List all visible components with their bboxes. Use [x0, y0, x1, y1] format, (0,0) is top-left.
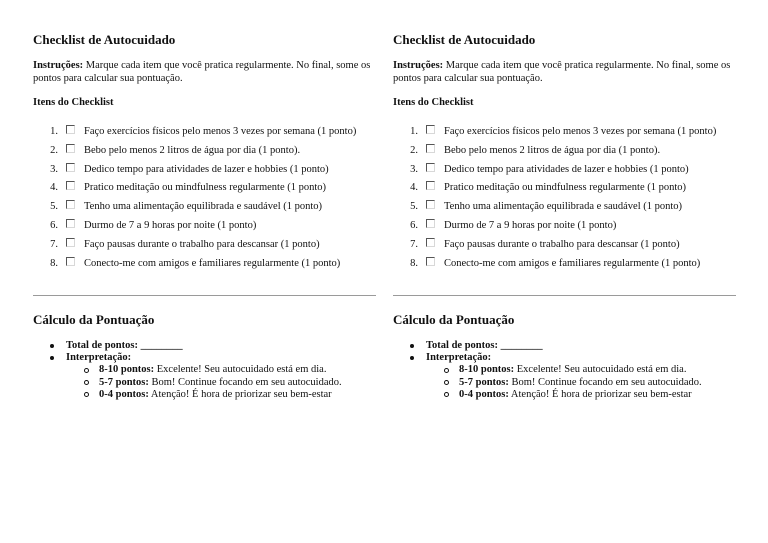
calculation-title: Cálculo da Pontuação	[33, 312, 155, 327]
circle-bullet-icon	[444, 392, 449, 397]
range-label: 0-4 pontos:	[459, 388, 509, 400]
total-label: Total de pontos: ________	[426, 340, 543, 351]
bullet-icon	[410, 344, 414, 348]
checkbox[interactable]	[426, 125, 435, 134]
item-number: 5.	[410, 201, 418, 213]
calculation-title: Cálculo da Pontuação	[393, 312, 515, 327]
instructions-text: Marque cada item que você pratica regularmente. No final, some os pontos para calcular sua pontuação.	[33, 60, 371, 84]
checklist-title: Checklist de Autocuidado	[33, 32, 176, 47]
item-text: Bebo pelo menos 2 litros de água por dia (1 ponto).	[444, 144, 661, 156]
checkbox[interactable]	[66, 257, 75, 266]
instructions	[393, 60, 736, 85]
range-text: Excelente! Seu autocuidado está em dia.	[154, 364, 327, 376]
item-number: 6.	[50, 219, 58, 231]
checklist-title: Checklist de Autocuidado	[393, 32, 536, 47]
range-text: Bom! Continue focando em seu autocuidado.	[148, 376, 342, 388]
item-text: Tenho uma alimentação equilibrada e saudável (1 ponto)	[84, 201, 323, 213]
item-number: 7.	[410, 238, 418, 250]
range-text: Excelente! Seu autocuidado está em dia.	[514, 364, 687, 376]
checkbox[interactable]	[66, 181, 75, 190]
item-text: Dedico tempo para atividades de lazer e hobbies (1 ponto)	[444, 163, 689, 175]
bullet-icon	[50, 344, 54, 348]
checkbox[interactable]	[426, 181, 435, 190]
range-label: 0-4 pontos:	[99, 388, 149, 400]
item-number: 7.	[50, 238, 58, 250]
item-text: Faço pausas durante o trabalho para descansar (1 ponto)	[84, 238, 320, 250]
item-number: 3.	[50, 163, 58, 175]
item-text: Pratico meditação ou mindfulness regularmente (1 ponto)	[444, 182, 687, 194]
instructions	[33, 60, 376, 85]
items-heading: Itens do Checklist	[393, 97, 474, 108]
item-number: 1.	[410, 126, 418, 137]
item-text: Tenho uma alimentação equilibrada e saudável (1 ponto)	[444, 201, 683, 213]
range-text: Atenção! É hora de priorizar seu bem-estar	[148, 388, 332, 400]
range-text: Bom! Continue focando em seu autocuidado.	[508, 376, 702, 388]
divider	[33, 295, 376, 296]
instructions-text: Marque cada item que você pratica regularmente. No final, some os pontos para calcular sua pontuação.	[393, 60, 731, 84]
item-number: 6.	[410, 219, 418, 231]
item-text: Faço exercícios físicos pelo menos 3 vezes por semana (1 ponto)	[444, 126, 717, 137]
item-text: Faço exercícios físicos pelo menos 3 vezes por semana (1 ponto)	[84, 126, 357, 137]
item-text: Durmo de 7 a 9 horas por noite (1 ponto)	[444, 219, 617, 231]
checkbox[interactable]	[426, 219, 435, 228]
circle-bullet-icon	[444, 368, 449, 373]
range-label: 8-10 pontos:	[459, 364, 515, 376]
items-heading: Itens do Checklist	[33, 97, 114, 108]
checkbox[interactable]	[426, 257, 435, 266]
range-label: 5-7 pontos:	[459, 376, 509, 388]
item-number: 1.	[50, 126, 58, 137]
instructions-label: Instruções:	[393, 60, 444, 71]
checkbox[interactable]	[66, 163, 75, 172]
circle-bullet-icon	[84, 368, 89, 373]
item-text: Conecto-me com amigos e familiares regularmente (1 ponto)	[84, 257, 341, 269]
item-number: 4.	[410, 182, 418, 194]
checkbox[interactable]	[426, 200, 435, 209]
item-number: 8.	[50, 257, 58, 269]
range-text: Atenção! É hora de priorizar seu bem-estar	[508, 388, 692, 400]
item-text: Bebo pelo menos 2 litros de água por dia (1 ponto).	[84, 144, 301, 156]
item-number: 2.	[410, 144, 418, 156]
checkbox[interactable]	[66, 219, 75, 228]
item-text: Pratico meditação ou mindfulness regularmente (1 ponto)	[84, 182, 327, 194]
item-number: 4.	[50, 182, 58, 194]
checkbox[interactable]	[66, 238, 75, 247]
interpretation-label: Interpretação:	[66, 352, 132, 364]
item-text: Faço pausas durante o trabalho para descansar (1 ponto)	[444, 238, 680, 250]
item-text: Durmo de 7 a 9 horas por noite (1 ponto)	[84, 219, 257, 231]
checkbox[interactable]	[66, 200, 75, 209]
checkbox[interactable]	[426, 163, 435, 172]
checkbox[interactable]	[66, 144, 75, 153]
checkbox[interactable]	[66, 125, 75, 134]
checkbox[interactable]	[426, 144, 435, 153]
circle-bullet-icon	[84, 392, 89, 397]
range-label: 8-10 pontos:	[99, 364, 155, 376]
divider	[393, 295, 736, 296]
item-number: 8.	[410, 257, 418, 269]
circle-bullet-icon	[444, 380, 449, 385]
circle-bullet-icon	[84, 380, 89, 385]
item-text: Conecto-me com amigos e familiares regularmente (1 ponto)	[444, 257, 701, 269]
item-number: 3.	[410, 163, 418, 175]
item-number: 5.	[50, 201, 58, 213]
instructions-label: Instruções:	[33, 60, 84, 71]
checkbox[interactable]	[426, 238, 435, 247]
bullet-icon	[50, 356, 54, 360]
range-label: 5-7 pontos:	[99, 376, 149, 388]
total-label: Total de pontos: ________	[66, 340, 183, 351]
interpretation-label: Interpretação:	[426, 352, 492, 364]
item-text: Dedico tempo para atividades de lazer e hobbies (1 ponto)	[84, 163, 329, 175]
item-number: 2.	[50, 144, 58, 156]
bullet-icon	[410, 356, 414, 360]
